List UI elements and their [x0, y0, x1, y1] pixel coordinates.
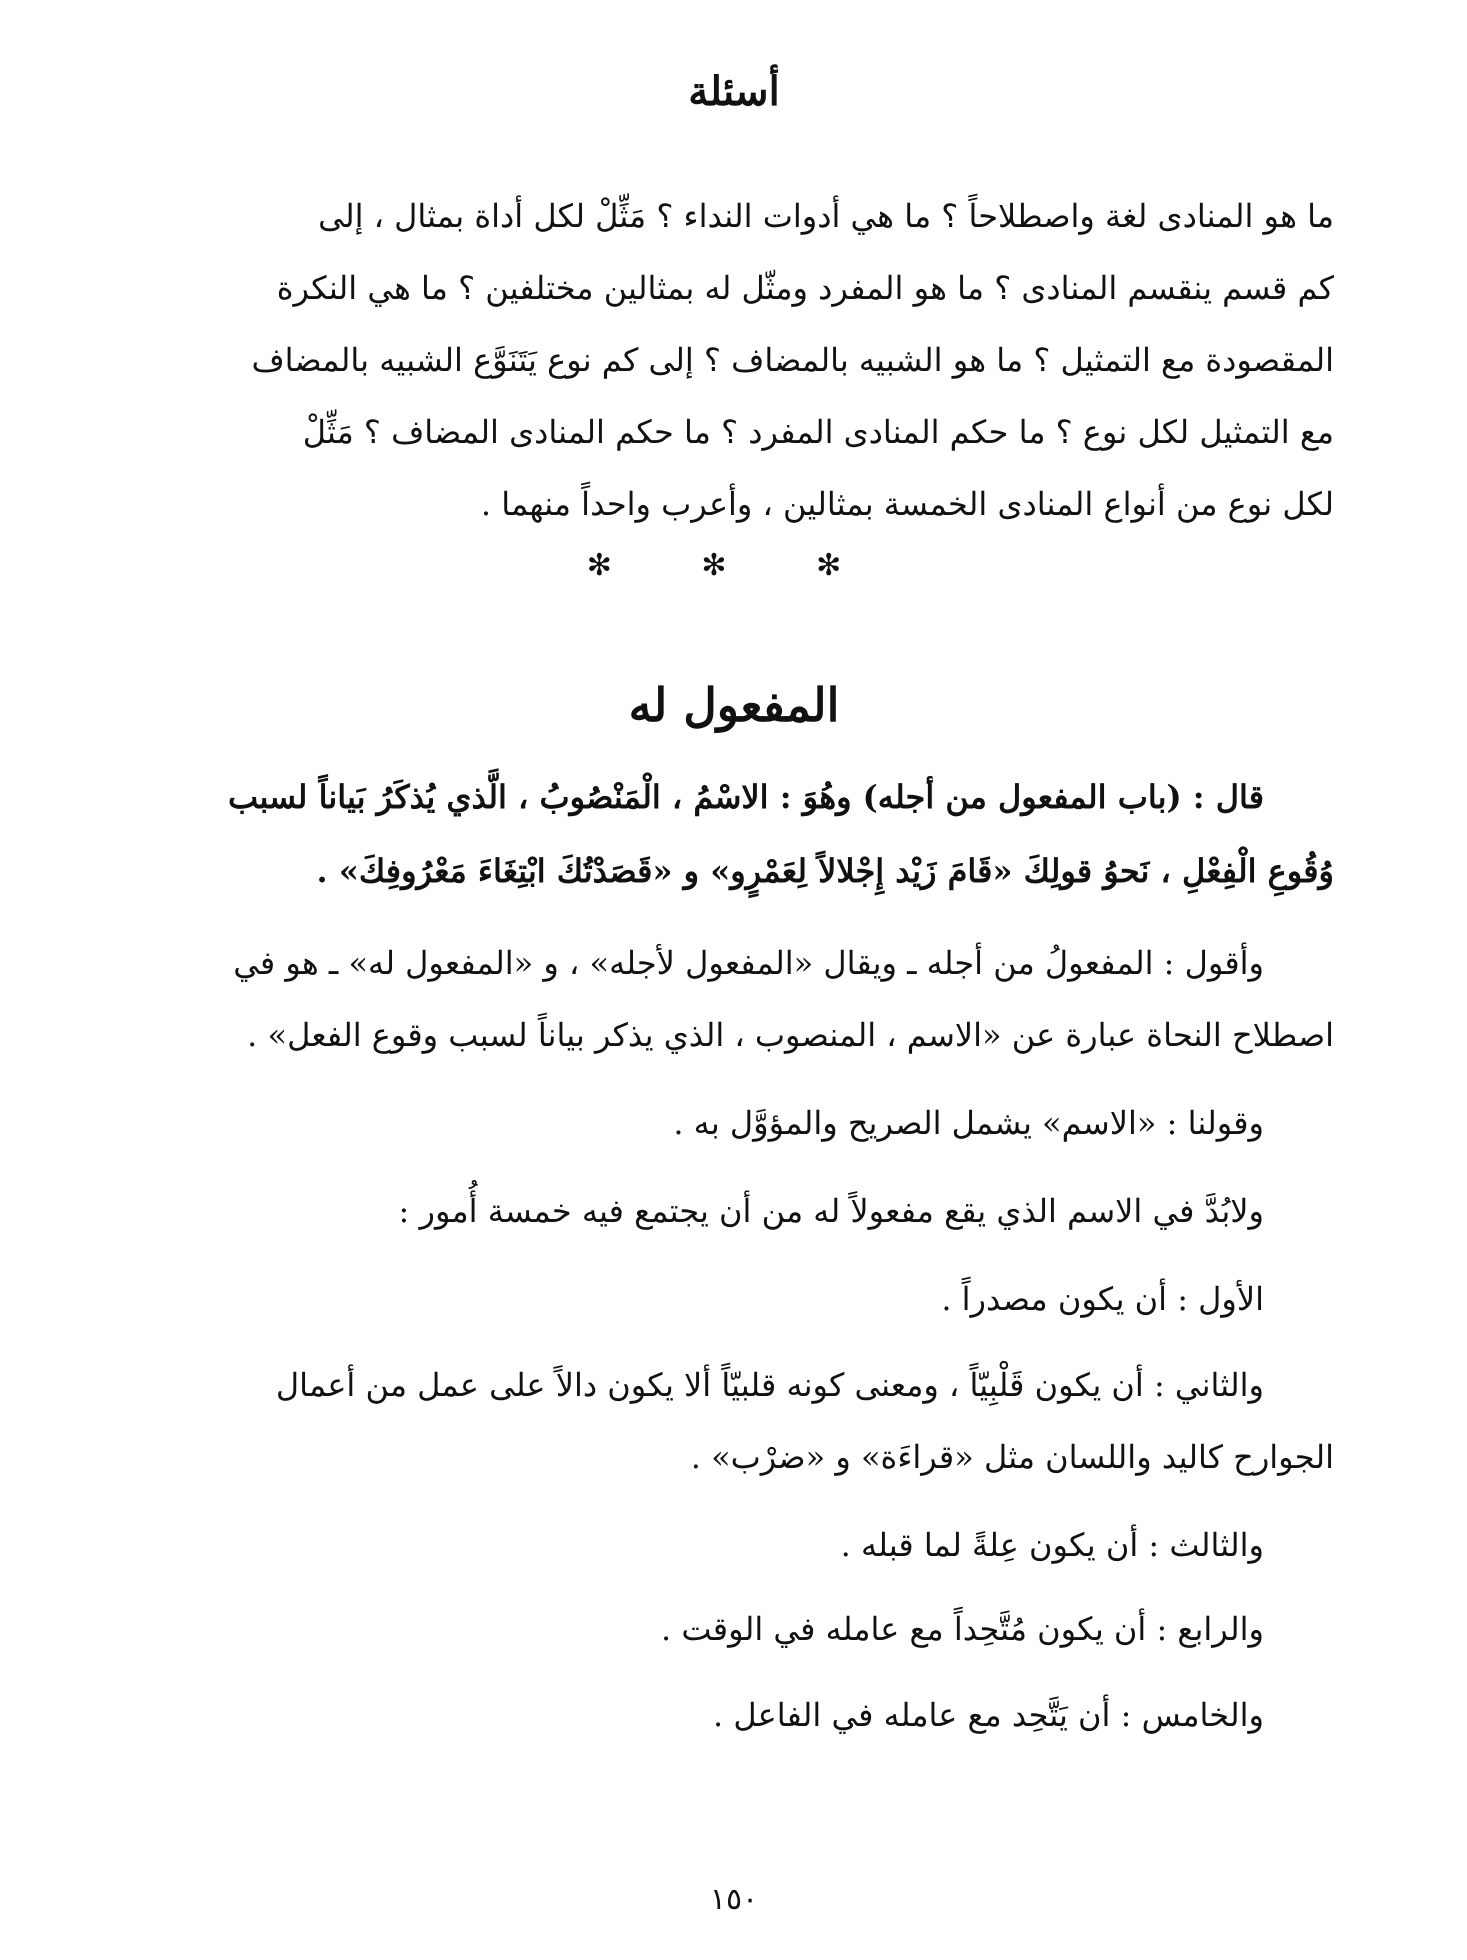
questions-line: المقصودة مع التمثيل ؟ ما هو الشبيه بالمضاف ؟ إلى كم نوع يَتَنَوَّع الشبيه بالمضاف — [251, 341, 1334, 379]
section-separator: ✻ ✻ ✻ — [586, 548, 882, 583]
sharh-line: والثاني : أن يكون قَلْبِيّاً ، ومعنى كونه قلبيّاً ألا يكون دالاً على عمل من أعمال — [275, 1366, 1264, 1404]
sharh-line: وأقول : المفعولُ من أجله ـ ويقال «المفعول لأجله» ، و «المفعول له» ـ هو في — [233, 944, 1264, 982]
questions-line: مع التمثيل لكل نوع ؟ ما حكم المنادى المفرد ؟ ما حكم المنادى المضاف ؟ مَثِّلْ — [302, 413, 1334, 451]
sharh-line: الجوارح كاليد واللسان مثل «قراءَة» و «ضرْب» . — [690, 1438, 1334, 1476]
book-page — [134, 0, 1334, 1960]
page-number: ١٥٠ — [709, 1882, 759, 1917]
sharh-line: اصطلاح النحاة عبارة عن «الاسم ، المنصوب ، الذي يذكر بياناً لسبب وقوع الفعل» . — [247, 1016, 1334, 1054]
sharh-line: والرابع : أن يكون مُتَّحِداً مع عامله في الوقت . — [661, 1610, 1264, 1648]
questions-line: لكل نوع من أنواع المنادى الخمسة بمثالين ، وأعرب واحداً منهما . — [480, 485, 1334, 523]
sharh-line: الأول : أن يكون مصدراً . — [941, 1280, 1264, 1318]
matn-line: قال : (باب المفعول من أجله) وهُوَ : الاسْمُ ، الْمَنْصُوبُ ، الَّذي يُذكَرُ بَياناً لسبب — [228, 778, 1264, 816]
sharh-line: والخامس : أن يَتَّحِد مع عامله في الفاعل . — [713, 1696, 1264, 1734]
sharh-line: وقولنا : «الاسم» يشمل الصريح والمؤوَّل به . — [673, 1104, 1264, 1142]
matn-line: وُقُوعِ الْفِعْلِ ، نَحوُ قولِكَ «قَامَ زَيْد إِجْلالاً لِعَمْرٍو» و «قَصَدْتُكَ ابْتِغَاءَ مَعْرُوفِكَ» . — [316, 852, 1334, 890]
questions-line: كم قسم ينقسم المنادى ؟ ما هو المفرد ومثّل له بمثالين مختلفين ؟ ما هي النكرة — [276, 269, 1334, 307]
section-heading: المفعول له — [628, 678, 840, 732]
questions-heading: أسئلة — [688, 68, 780, 115]
sharh-line: والثالث : أن يكون عِلةً لما قبله . — [840, 1526, 1264, 1564]
questions-line: ما هو المنادى لغة واصطلاحاً ؟ ما هي أدوات النداء ؟ مَثِّلْ لكل أداة بمثال ، إلى — [318, 197, 1334, 235]
sharh-line: ولابُدَّ في الاسم الذي يقع مفعولاً له من أن يجتمع فيه خمسة أُمور : — [398, 1192, 1264, 1230]
questions-paragraph — [134, 180, 1334, 540]
